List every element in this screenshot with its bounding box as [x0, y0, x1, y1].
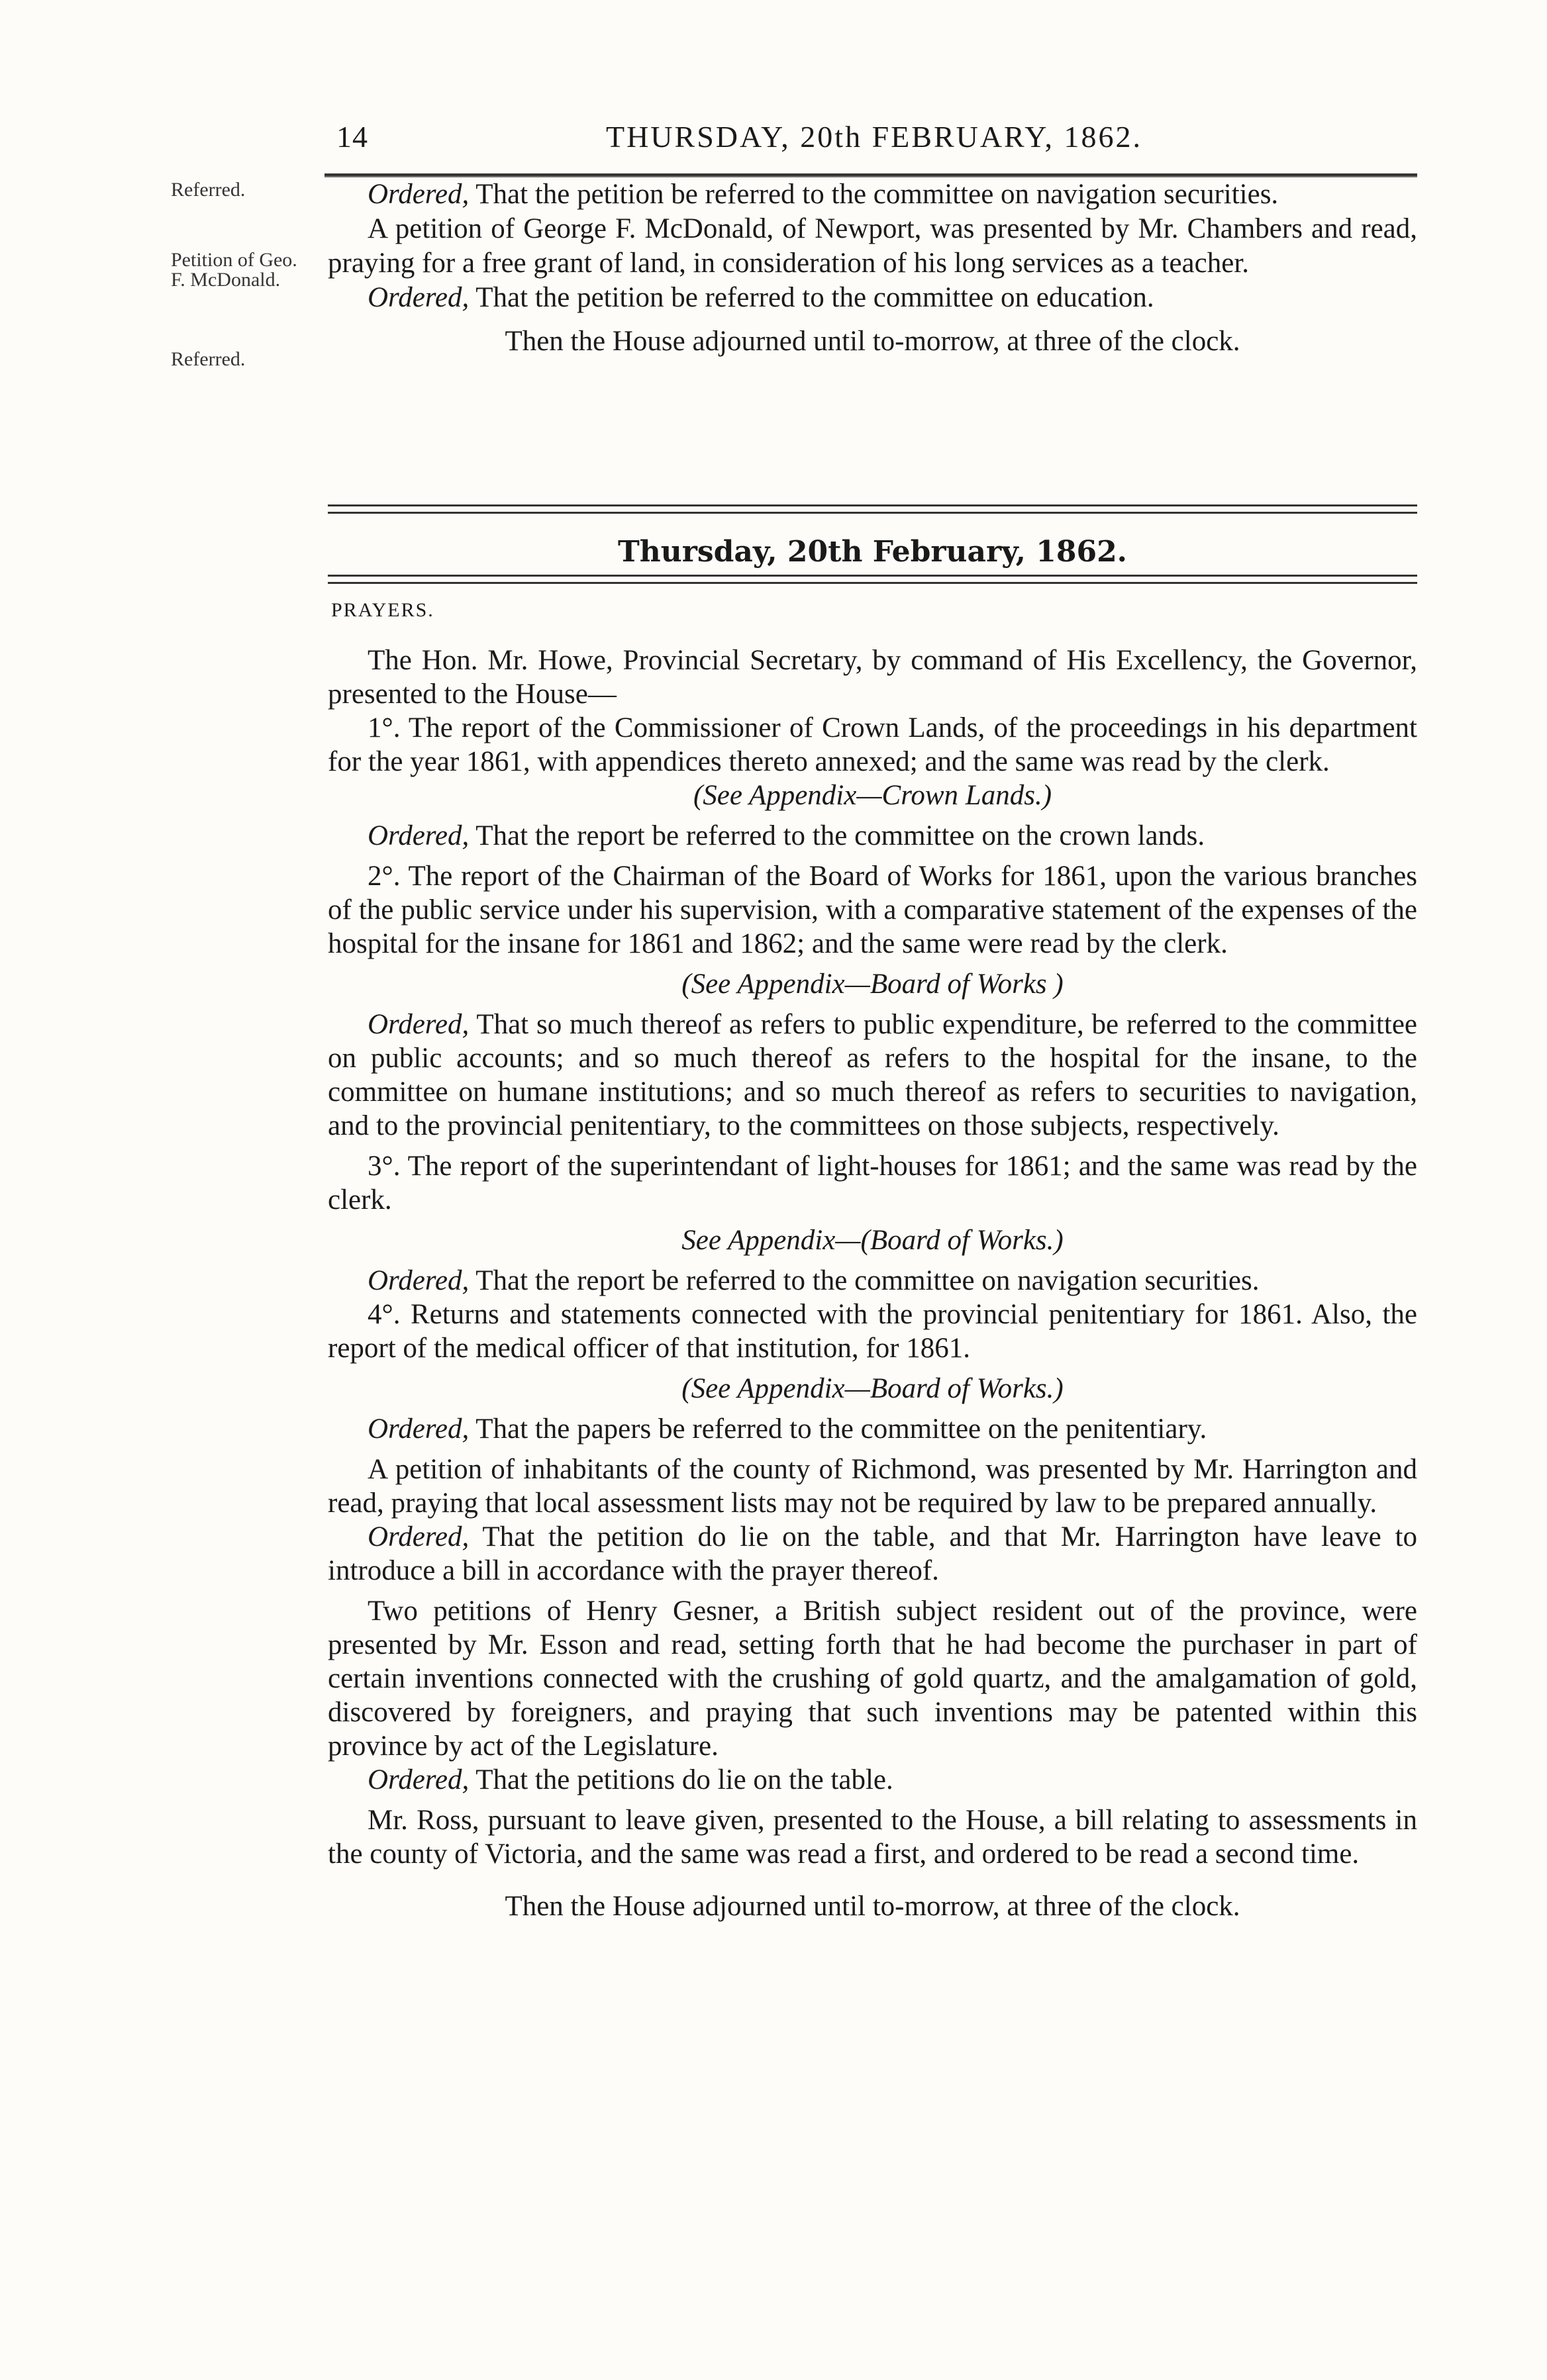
top-section	[328, 177, 1417, 359]
item-2-order: Ordered, That so much thereof as refers to public expenditure, be referred to the committee on public accounts; and so much thereof as refers to the hospital for the insane, to the committee on humane institutions; and so much thereof as refers to securities to navigation, and to the provincial penitentiary, to the committees on those subjects, respectively.	[328, 1009, 1417, 1141]
main-section	[328, 643, 1417, 1923]
order-navigation: Ordered, That the petition be referred to the committee on navigation securities.	[368, 179, 1279, 210]
petition-mcdonald: A petition of George F. McDonald, of Newport, was presented by Mr. Chambers and read, praying for a free grant of land, in consideration of his long services as a teacher.	[328, 213, 1417, 279]
margin-note-referred-1: Referred.	[171, 179, 246, 201]
intro: The Hon. Mr. Howe, Provincial Secretary, by command of His Excellency, the Governor, presented to the House—	[328, 645, 1417, 710]
item-4-order: Ordered, That the papers be referred to the committee on the penitentiary.	[368, 1413, 1207, 1445]
richmond-order: Ordered, That the petition do lie on the table, and that Mr. Harrington have leave to introduce a bill in accordance with the prayer thereof.	[328, 1521, 1417, 1586]
gesner-order: Ordered, That the petitions do lie on the table.	[368, 1764, 893, 1795]
item-1: 1°. The report of the Commissioner of Crown Lands, of the proceedings in his department for the year 1861, with appendices thereto annexed; and the same was read by the clerk.	[328, 712, 1417, 777]
item-4: 4°. Returns and statements connected with the provincial penitentiary for 1861. Also, the report of the medical officer of that institution, for 1861.	[328, 1299, 1417, 1364]
margin-note-petition-mcdonald: Petition of Geo. F. McDonald.	[171, 249, 297, 291]
petition-gesner: Two petitions of Henry Gesner, a British subject resident out of the province, were presented by Mr. Esson and read, setting forth that he had become the purchaser in part of certain inventions connected with the crushing of gold quartz, and the amalgamation of gold, discovered by foreigners, and praying that such inventions may be patented within this province by act of the Legislature.	[328, 1595, 1417, 1762]
running-title: THURSDAY, 20th FEBRUARY, 1862.	[605, 120, 1142, 154]
item-4-see: (See Appendix—Board of Works.)	[681, 1373, 1064, 1404]
prayers-label: PRAYERS.	[331, 599, 434, 621]
item-2-see: (See Appendix—Board of Works )	[681, 969, 1064, 1000]
petition-richmond: A petition of inhabitants of the county of Richmond, was presented by Mr. Harrington and read, praying that local assessment lists may not be required by law to be prepared annually.	[328, 1454, 1417, 1519]
day-rule-bottom	[328, 575, 1417, 584]
item-1-see: (See Appendix—Crown Lands.)	[693, 780, 1052, 811]
adjourn-top: Then the House adjourned until to-morrow, at three of the clock.	[505, 326, 1240, 357]
day-rule-top	[328, 504, 1417, 514]
page-number: 14	[336, 120, 368, 154]
item-1-order: Ordered, That the report be referred to the committee on the crown lands.	[368, 820, 1205, 851]
margin-note-referred-2: Referred.	[171, 348, 246, 370]
item-3-order: Ordered, That the report be referred to the committee on navigation securities.	[368, 1265, 1260, 1296]
order-education: Ordered, That the petition be referred to the committee on education.	[368, 282, 1154, 313]
day-heading: Thursday, 20th February, 1862.	[617, 535, 1128, 569]
bill-ross: Mr. Ross, pursuant to leave given, presented to the House, a bill relating to assessments in the county of Victoria, and the same was read a first, and ordered to be read a second time.	[328, 1805, 1417, 1870]
item-2: 2°. The report of the Chairman of the Board of Works for 1861, upon the various branches of the public service under his supervision, with a comparative statement of the expenses of the hospital for the insane for 1861 and 1862; and the same were read by the clerk.	[328, 861, 1417, 959]
item-3-see: See Appendix—(Board of Works.)	[681, 1225, 1064, 1256]
adjourn-bottom: Then the House adjourned until to-morrow, at three of the clock.	[505, 1891, 1240, 1922]
item-3: 3°. The report of the superintendant of light-houses for 1861; and the same was read by the clerk.	[328, 1151, 1417, 1215]
